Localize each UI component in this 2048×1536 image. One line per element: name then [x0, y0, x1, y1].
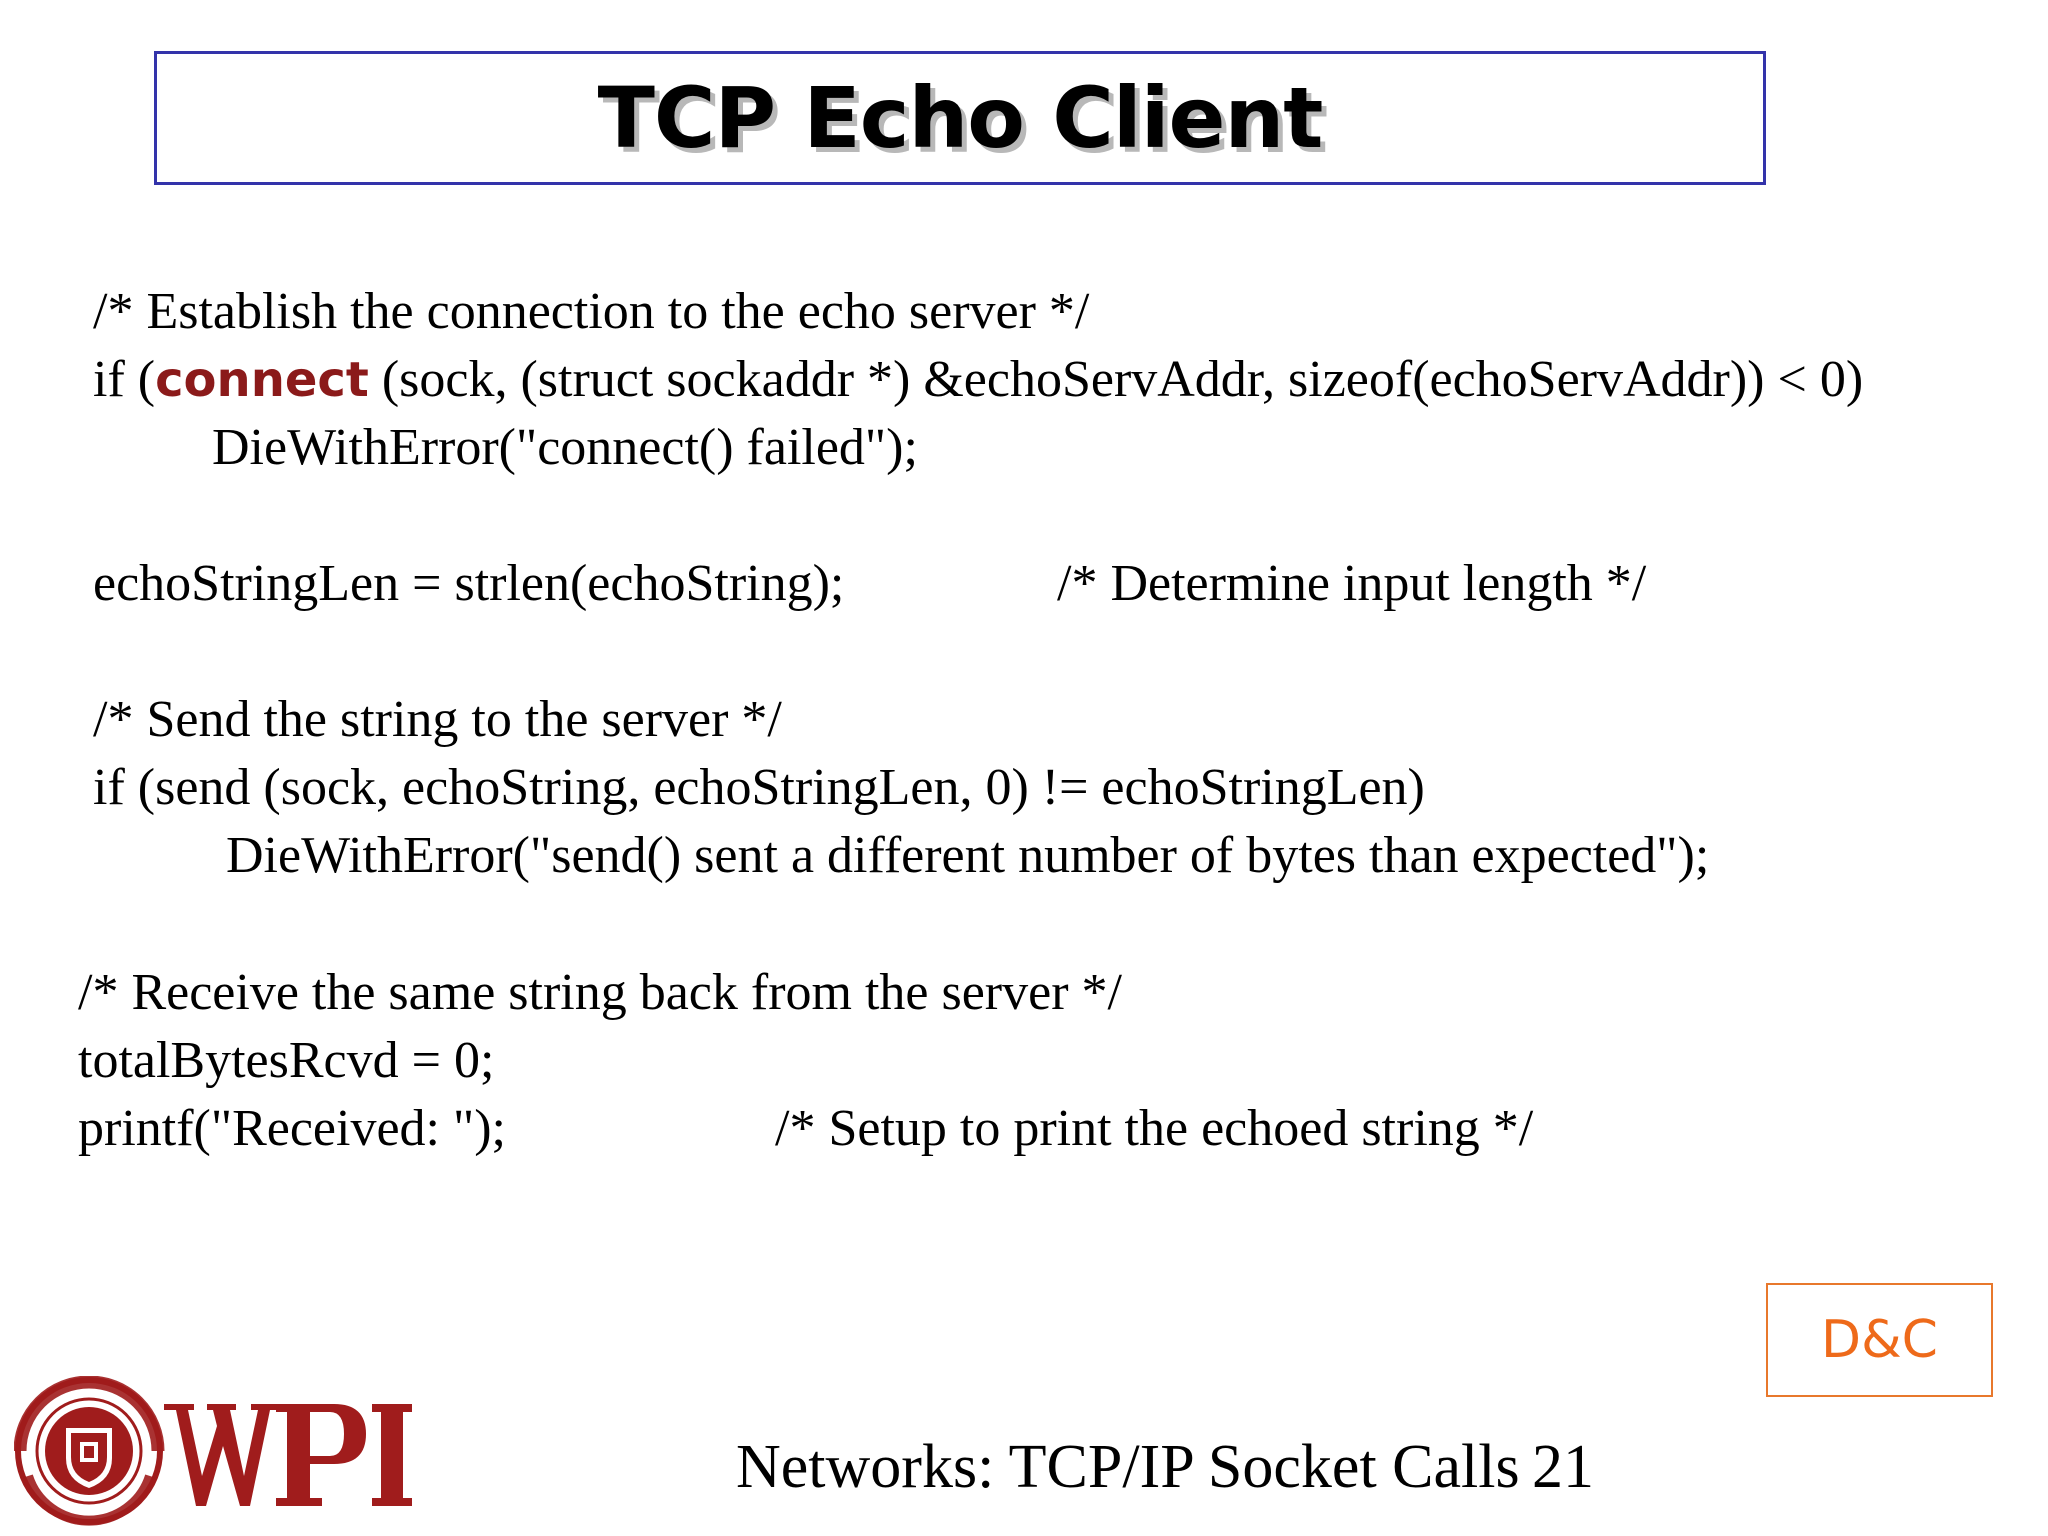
code-connect-error: DieWithError("connect() failed"); [212, 419, 918, 476]
code-comment-send: /* Send the string to the server */ [93, 691, 782, 748]
footer-course-title: Networks: TCP/IP Socket Calls [736, 1433, 1520, 1501]
code-if-rest: (sock, (struct sockaddr *) &echoServAddr, sizeof(echoServAddr)) < 0) [368, 351, 1864, 408]
code-send-error: DieWithError("send() sent a different number of bytes than expected"); [226, 827, 1710, 884]
slide-title: TCP Echo Client [597, 69, 1323, 167]
dc-badge [1766, 1283, 1993, 1397]
code-comment-receive: /* Receive the same string back from the server */ [78, 964, 1122, 1021]
code-strlen-comment: /* Determine input length */ [1057, 555, 1647, 612]
wpi-logo [14, 1376, 414, 1526]
code-strlen-line: echoStringLen = strlen(echoString); [93, 555, 845, 612]
code-printf-comment: /* Setup to print the echoed string */ [775, 1100, 1534, 1157]
code-keyword-connect: connect [155, 352, 369, 408]
code-printf-line: printf("Received: "); [78, 1100, 506, 1157]
title-box [154, 51, 1766, 185]
code-if-connect-line [93, 346, 1863, 414]
dc-badge-label: D&C [1821, 1310, 1938, 1370]
code-comment-connect: /* Establish the connection to the echo server */ [93, 283, 1090, 340]
code-if-prefix: if ( [93, 351, 156, 408]
footer-page-number: 21 [1532, 1433, 1594, 1501]
code-if-send-line: if (send (sock, echoString, echoStringLen, 0) != echoStringLen) [93, 759, 1425, 816]
code-total-bytes-line: totalBytesRcvd = 0; [78, 1032, 495, 1089]
